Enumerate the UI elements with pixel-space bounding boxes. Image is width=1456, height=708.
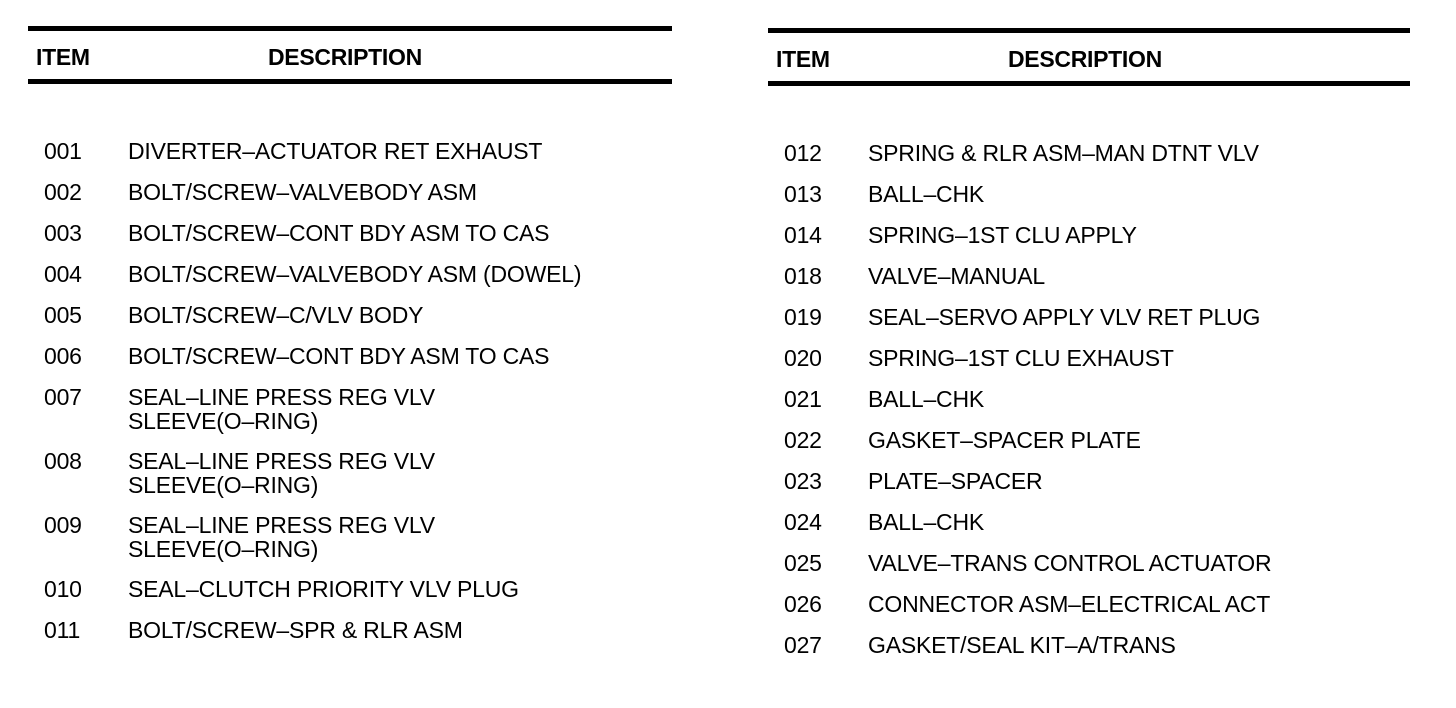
item-description: BOLT/SCREW–VALVEBODY ASM xyxy=(128,179,477,205)
item-number: 007 xyxy=(44,384,82,410)
item-number: 013 xyxy=(784,181,822,207)
item-description: SPRING–1ST CLU APPLY xyxy=(868,222,1137,248)
item-description: VALVE–TRANS CONTROL ACTUATOR xyxy=(868,550,1272,576)
item-description: BOLT/SCREW–SPR & RLR ASM xyxy=(128,617,463,643)
item-number: 019 xyxy=(784,304,822,330)
item-description: BOLT/SCREW–VALVEBODY ASM (DOWEL) xyxy=(128,261,582,287)
item-number: 005 xyxy=(44,302,82,328)
column-header-item: ITEM xyxy=(36,44,90,70)
item-number: 014 xyxy=(784,222,822,248)
item-description: SEAL–SERVO APPLY VLV RET PLUG xyxy=(868,304,1261,330)
item-number: 002 xyxy=(44,179,82,205)
item-description: SPRING & RLR ASM–MAN DTNT VLV xyxy=(868,140,1259,166)
item-number: 018 xyxy=(784,263,822,289)
item-number: 011 xyxy=(44,617,81,643)
item-description: SEAL–CLUTCH PRIORITY VLV PLUG xyxy=(128,576,519,602)
item-number: 001 xyxy=(44,138,82,164)
item-number: 020 xyxy=(784,345,822,371)
item-description: BALL–CHK xyxy=(868,386,985,412)
item-number: 022 xyxy=(784,427,822,453)
table-header xyxy=(768,33,1410,81)
item-number: 027 xyxy=(784,632,822,658)
item-number: 025 xyxy=(784,550,822,576)
item-number: 008 xyxy=(44,448,82,474)
column-header-description: DESCRIPTION xyxy=(268,44,422,70)
column-header-description: DESCRIPTION xyxy=(1008,46,1162,72)
item-description: BOLT/SCREW–C/VLV BODY xyxy=(128,302,424,328)
item-description: GASKET–SPACER PLATE xyxy=(868,427,1141,453)
item-description: VALVE–MANUAL xyxy=(868,263,1045,289)
item-description: GASKET/SEAL KIT–A/TRANS xyxy=(868,632,1176,658)
item-number: 006 xyxy=(44,343,82,369)
item-description: CONNECTOR ASM–ELECTRICAL ACT xyxy=(868,591,1271,617)
column-header-item: ITEM xyxy=(776,46,830,72)
header-bottom-rule xyxy=(28,79,672,84)
item-number: 009 xyxy=(44,512,82,538)
item-number: 012 xyxy=(784,140,822,166)
item-description: SEAL–LINE PRESS REG VLV SLEEVE(O–RING) xyxy=(128,448,435,498)
item-description: SEAL–LINE PRESS REG VLV SLEEVE(O–RING) xyxy=(128,384,435,434)
parts-table-right xyxy=(768,28,1410,658)
item-number: 003 xyxy=(44,220,82,246)
parts-table-left xyxy=(28,26,672,643)
item-description: BALL–CHK xyxy=(868,181,985,207)
item-number: 024 xyxy=(784,509,822,535)
item-number: 004 xyxy=(44,261,82,287)
item-description: DIVERTER–ACTUATOR RET EXHAUST xyxy=(128,138,543,164)
item-number: 023 xyxy=(784,468,822,494)
item-description: SEAL–LINE PRESS REG VLV SLEEVE(O–RING) xyxy=(128,512,435,562)
item-description: PLATE–SPACER xyxy=(868,468,1043,494)
item-description: BOLT/SCREW–CONT BDY ASM TO CAS xyxy=(128,343,550,369)
item-description: BOLT/SCREW–CONT BDY ASM TO CAS xyxy=(128,220,550,246)
item-description: BALL–CHK xyxy=(868,509,985,535)
item-number: 021 xyxy=(784,386,822,412)
item-number: 010 xyxy=(44,576,82,602)
header-bottom-rule xyxy=(768,81,1410,86)
item-description: SPRING–1ST CLU EXHAUST xyxy=(868,345,1174,371)
item-number: 026 xyxy=(784,591,822,617)
table-header xyxy=(28,31,672,79)
